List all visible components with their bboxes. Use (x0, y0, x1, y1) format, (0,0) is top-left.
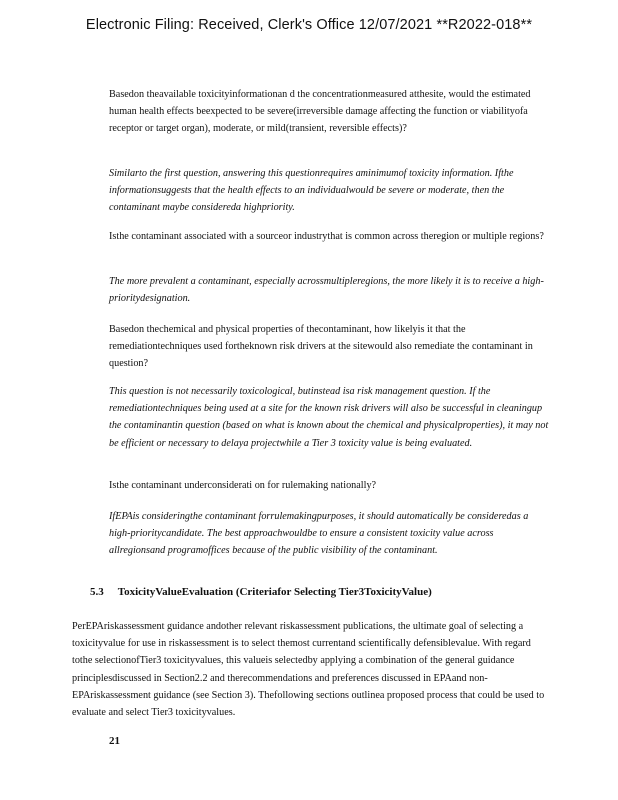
section-heading (90, 586, 432, 598)
filing-stamp-header: Electronic Filing: Received, Clerk's Office 12/07/2021 **R2022-018** (85, 17, 533, 33)
question-1-guidance: Similarto the first question, answering this questionrequires aminimumof toxicity information. Ifthe informationsuggests that the health effects to an individualwould be severe or moderate, then the contaminant maybe considereda highpriority. (109, 168, 514, 214)
question-3-guidance: This question is not necessarily toxicological, butinstead isa risk management question. If the remediationtechniques being used at a site for the known risk drivers will also be successful in cleaningup the contaminantin question (based on what is known about the chemical and physicalproperties), it may not be efficient or necessary to delaya projectwhile a Tier 3 toxicity value is being evaluated. (109, 386, 549, 449)
question-4-guidance: IfEPAis consideringthe contaminant forrulemakingpurposes, it should automatically be consideredas a high-prioritycandidate. The best approachwouldbe to ensure a consistent toxicity value across allregionsand programoffices because of the public visibility of the contaminant. (109, 511, 529, 557)
page-number: 21 (109, 735, 120, 747)
section-number: 5.3 (90, 586, 104, 598)
section-title: ToxicityValueEvaluation (Criteriafor Selecting Tier3ToxicityValue) (117, 586, 432, 598)
section-body-paragraph: PerEPAriskassessment guidance andother relevant riskassessment publications, the ultimate goal of selecting a toxicityvalue for use in riskassessment is to select themost currentand scientifically defensiblevalue. With regard tothe selectionofTier3 toxicityvalues, this valueis selectedby applying a combination of the general guidance principlesdiscussed in Section2.2 and therecommendations and preferences discussed in EPAand non-EPAriskassessment guidance (see Section 3). Thefollowing sections outlinea proposed process that could be used to evaluate and select Tier3 toxicityvalues. (72, 621, 545, 719)
question-4-text: Isthe contaminant underconsiderati on for rulemaking nationally? (109, 480, 377, 491)
question-2-text: Isthe contaminant associated with a sourceor industrythat is common across theregion or multiple regions? (109, 231, 544, 242)
question-3-text: Basedon thechemical and physical properties of thecontaminant, how likelyis it that the remediationtechniques used fortheknown risk drivers at the sitewould also remediate the contaminant in question? (109, 324, 533, 370)
question-1-text: Basedon theavailable toxicityinformationan d the concentrationmeasured atthesite, would the estimated human health effects beexpected to be severe(irreversible damage affecting the function or viabilityofa receptor or target organ), moderate, or mild(transient, reversible effects)? (109, 89, 531, 135)
question-2-guidance: The more prevalent a contaminant, especially acrossmultipleregions, the more likely it is to receive a high-prioritydesignation. (109, 276, 544, 305)
